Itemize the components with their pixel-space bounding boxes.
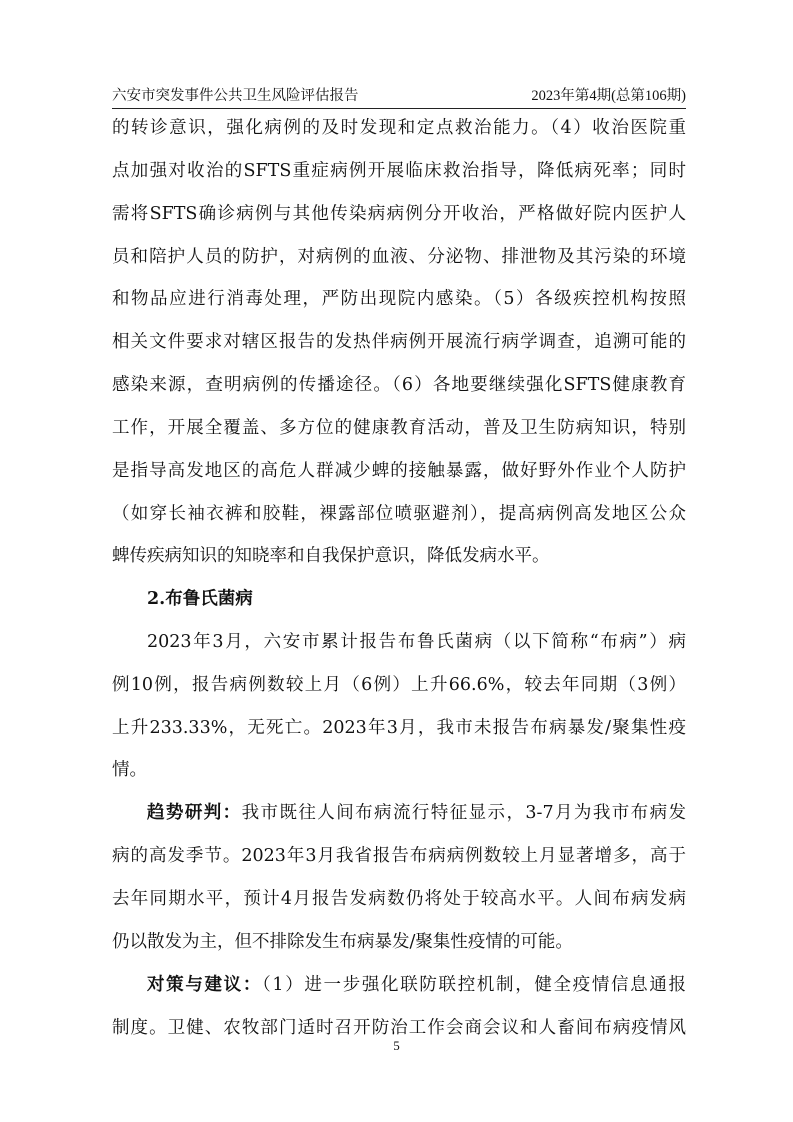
sfts-paragraph-line: 员和陪护人员的防护，对病例的血液、分泌物、排泄物及其污染的环境	[112, 247, 686, 267]
sfts-paragraph-line: 和物品应进行消毒处理，严防出现院内感染。（5）各级疾控机构按照	[112, 289, 686, 309]
sfts-paragraph-line: 感染来源，查明病例的传播途径。（6）各地要继续强化SFTS健康教育	[112, 375, 686, 395]
trend-paragraph-line: 去年同期水平，预计4月报告发病数仍将处于较高水平。人间布病发病	[112, 889, 686, 909]
sfts-paragraph-line: 蜱传疾病知识的知晓率和自我保护意识，降低发病水平。	[112, 546, 550, 566]
brucellosis-paragraph-line: 2023年3月，六安市累计报告布鲁氏菌病（以下简称“布病”）病	[147, 632, 686, 652]
trend-label: 趋势研判：	[147, 803, 242, 823]
sfts-paragraph-line: 是指导高发地区的高危人群减少蜱的接触暴露，做好野外作业个人防护	[112, 461, 686, 481]
sfts-paragraph-line: 需将SFTS确诊病例与其他传染病病例分开收治，严格做好院内医护人	[112, 204, 686, 224]
trend-paragraph-first-line	[147, 798, 686, 828]
measures-label: 对策与建议：	[147, 975, 262, 995]
running-header	[112, 86, 686, 109]
trend-paragraph-line: 仍以散发为主，但不排除发生布病暴发/聚集性疫情的可能。	[112, 932, 573, 952]
sfts-paragraph-line: 点加强对收治的SFTS重症病例开展临床救治指导，降低病死率；同时	[112, 161, 686, 181]
header-report-title: 六安市突发事件公共卫生风险评估报告	[112, 88, 359, 104]
header-issue-number: 2023年第4期(总第106期)	[531, 88, 686, 104]
page-number: 5	[393, 1038, 400, 1053]
brucellosis-paragraph-line: 上升233.33%，无死亡。2023年3月，我市未报告布病暴发/聚集性疫	[112, 718, 686, 738]
measures-text: （1）进一步强化联防联控机制，健全疫情信息通报	[262, 975, 686, 995]
brucellosis-paragraph-line: 情。	[112, 760, 147, 780]
sfts-paragraph-line: 相关文件要求对辖区报告的发热伴病例开展流行病学调查，追溯可能的	[112, 332, 686, 352]
sfts-paragraph-line: 的转诊意识，强化病例的及时发现和定点救治能力。（4）收治医院重	[112, 118, 686, 138]
brucellosis-paragraph-line: 例10例，报告病例数较上月（6例）上升66.6%，较去年同期（3例）	[112, 675, 686, 695]
trend-paragraph-line: 病的高发季节。2023年3月我省报告布病病例数较上月显著增多，高于	[112, 846, 686, 866]
measures-paragraph-line: 制度。卫健、农牧部门适时召开防治工作会商会议和人畜间布病疫情风	[112, 1018, 686, 1038]
sfts-paragraph-line: （如穿长袖衣裤和胶鞋，裸露部位喷驱避剂），提高病例高发地区公众	[112, 504, 686, 524]
measures-paragraph-first-line	[147, 970, 686, 1000]
sfts-paragraph-line: 工作，开展全覆盖、多方位的健康教育活动，普及卫生防病知识，特别	[112, 418, 686, 438]
trend-text: 我市既往人间布病流行特征显示，3-7月为我市布病发	[241, 803, 686, 823]
section-heading-brucellosis: 2.布鲁氏菌病	[147, 589, 253, 609]
